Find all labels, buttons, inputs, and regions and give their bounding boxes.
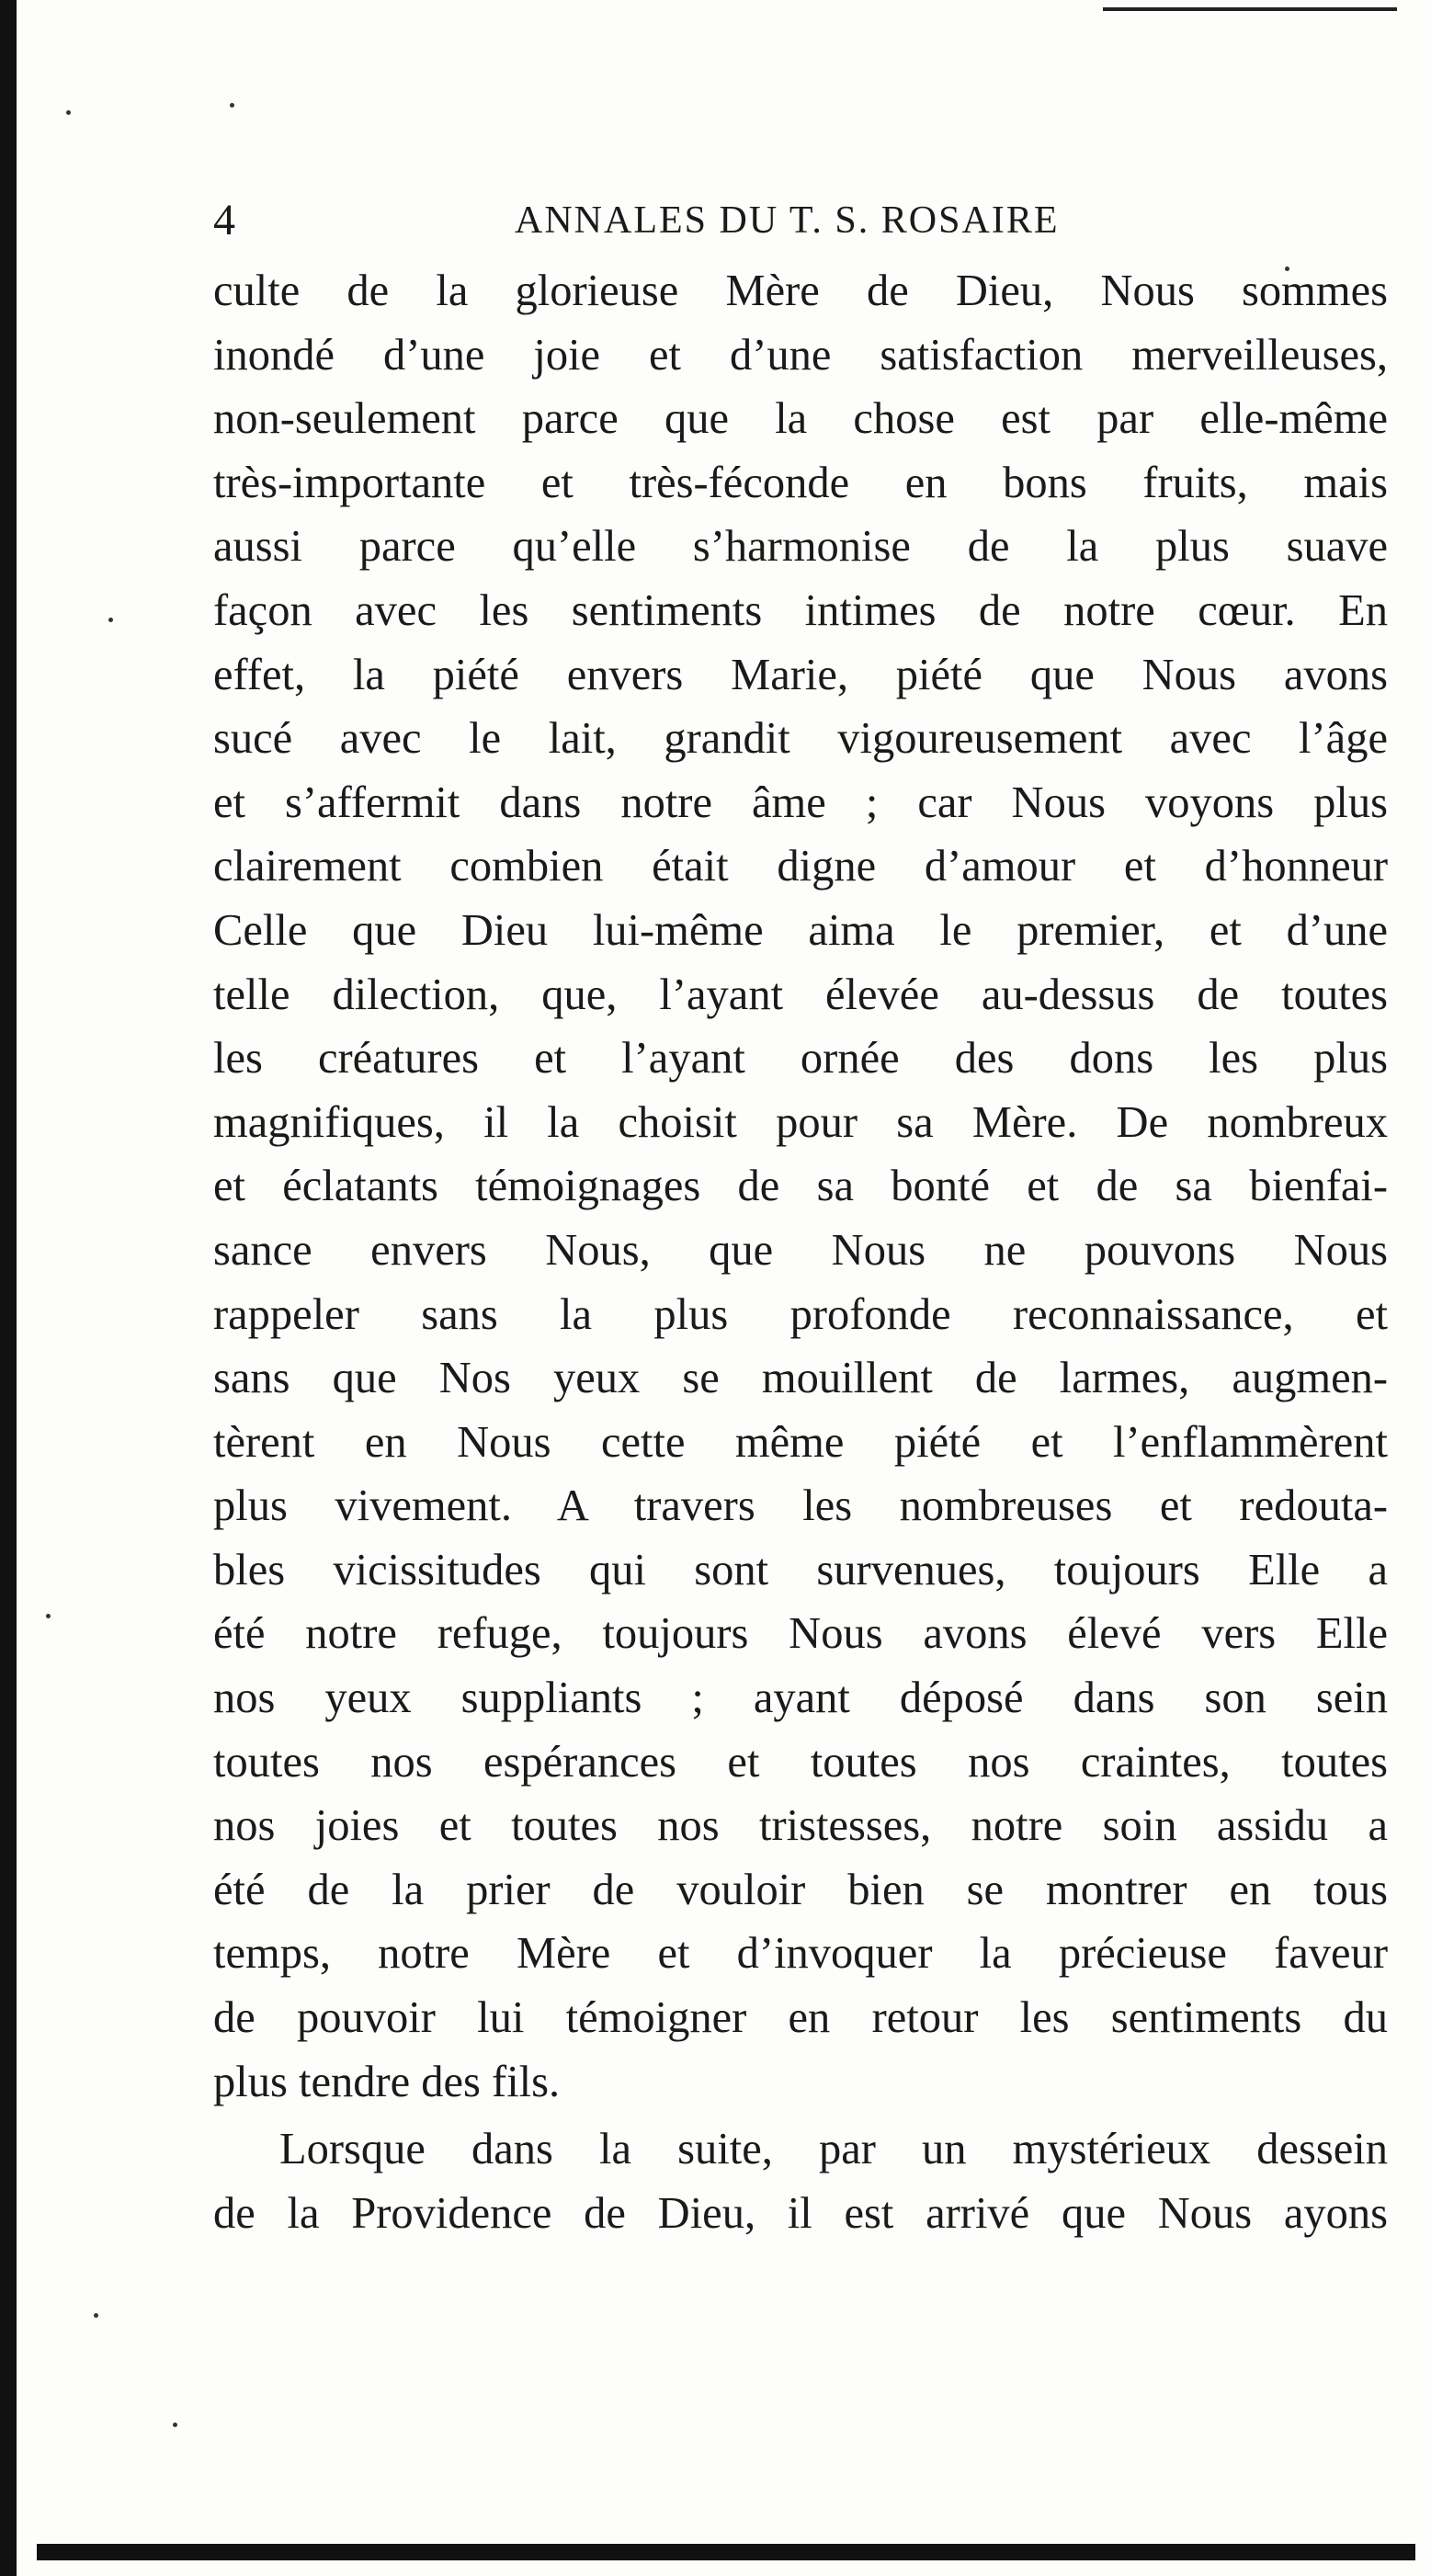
text-line: non-seulement parce que la chose est par elle-même	[213, 394, 1388, 444]
text-line: culte de la glorieuse Mère de Dieu, Nous sommes	[213, 267, 1388, 315]
text-line: tèrent en Nous cette même piété et l’enflammèrent	[213, 1417, 1388, 1467]
body-text	[213, 259, 1388, 2245]
scan-left-edge	[0, 0, 17, 2576]
running-title: ANNALES DU T. S. ROSAIRE	[515, 199, 1060, 242]
text-line: nos yeux suppliants ; ayant déposé dans son sein	[213, 1674, 1388, 1723]
scan-speck	[230, 103, 234, 108]
scan-speck	[108, 618, 113, 622]
text-line: plus tendre des fils.	[213, 2057, 561, 2106]
text-line: temps, notre Mère et d’invoquer la précieuse faveur	[213, 1929, 1388, 1979]
text-line: Celle que Dieu lui-même aima le premier, et d’une	[213, 905, 1388, 955]
scan-bottom-edge	[37, 2544, 1415, 2560]
running-header	[213, 195, 1390, 250]
text-line: façon avec les sentiments intimes de notre cœur. En	[213, 585, 1388, 635]
text-line: été notre refuge, toujours Nous avons élevé vers Elle	[213, 1609, 1388, 1659]
text-line: clairement combien était digne d’amour et d’honneur	[213, 842, 1388, 891]
page-number: 4	[213, 196, 236, 244]
text-line: effet, la piété envers Marie, piété que Nous avons	[213, 650, 1388, 699]
text-line: toutes nos espérances et toutes nos craintes, toutes	[213, 1737, 1388, 1787]
paragraph	[213, 259, 1388, 2114]
text-line: Lorsque dans la suite, par un mystérieux dessein	[279, 2125, 1388, 2174]
scan-speck	[94, 2313, 98, 2318]
text-line: sucé avec le lait, grandit vigoureusement avec l’âge	[213, 714, 1388, 764]
text-line: et s’affermit dans notre âme ; car Nous voyons plus	[213, 777, 1388, 827]
text-line: magnifiques, il la choisit pour sa Mère. De nombreux	[213, 1097, 1388, 1147]
text-line: sans que Nos yeux se mouillent de larmes, augmen-	[213, 1354, 1388, 1403]
text-line: plus vivement. A travers les nombreuses et redouta-	[213, 1481, 1388, 1531]
text-line: sance envers Nous, que Nous ne pouvons Nous	[213, 1225, 1388, 1275]
text-line: aussi parce qu’elle s’harmonise de la plus suave	[213, 522, 1388, 572]
scan-speck	[66, 110, 71, 115]
scan-speck	[46, 1614, 51, 1618]
text-line: été de la prier de vouloir bien se montrer en tous	[213, 1865, 1388, 1914]
text-line: et éclatants témoignages de sa bonté et de sa bienfai-	[213, 1162, 1388, 1211]
text-line: bles vicissitudes qui sont survenues, toujours Elle a	[213, 1545, 1388, 1594]
scan-top-mark	[1103, 7, 1397, 11]
text-line: rappeler sans la plus profonde reconnaissance, et	[213, 1289, 1388, 1339]
text-line: de la Providence de Dieu, il est arrivé que Nous ayons	[213, 2188, 1388, 2238]
text-line: très-importante et très-féconde en bons fruits, mais	[213, 458, 1388, 507]
text-line: nos joies et toutes nos tristesses, notre soin assidu a	[213, 1801, 1388, 1851]
scan-speck	[173, 2423, 177, 2427]
text-line: les créatures et l’ayant ornée des dons les plus	[213, 1034, 1388, 1084]
paragraph	[213, 2117, 1388, 2245]
text-line: telle dilection, que, l’ayant élevée au-dessus de toutes	[213, 970, 1388, 1019]
text-line: de pouvoir lui témoigner en retour les sentiments du	[213, 1993, 1388, 2043]
text-line: inondé d’une joie et d’une satisfaction merveilleuses,	[213, 330, 1388, 380]
